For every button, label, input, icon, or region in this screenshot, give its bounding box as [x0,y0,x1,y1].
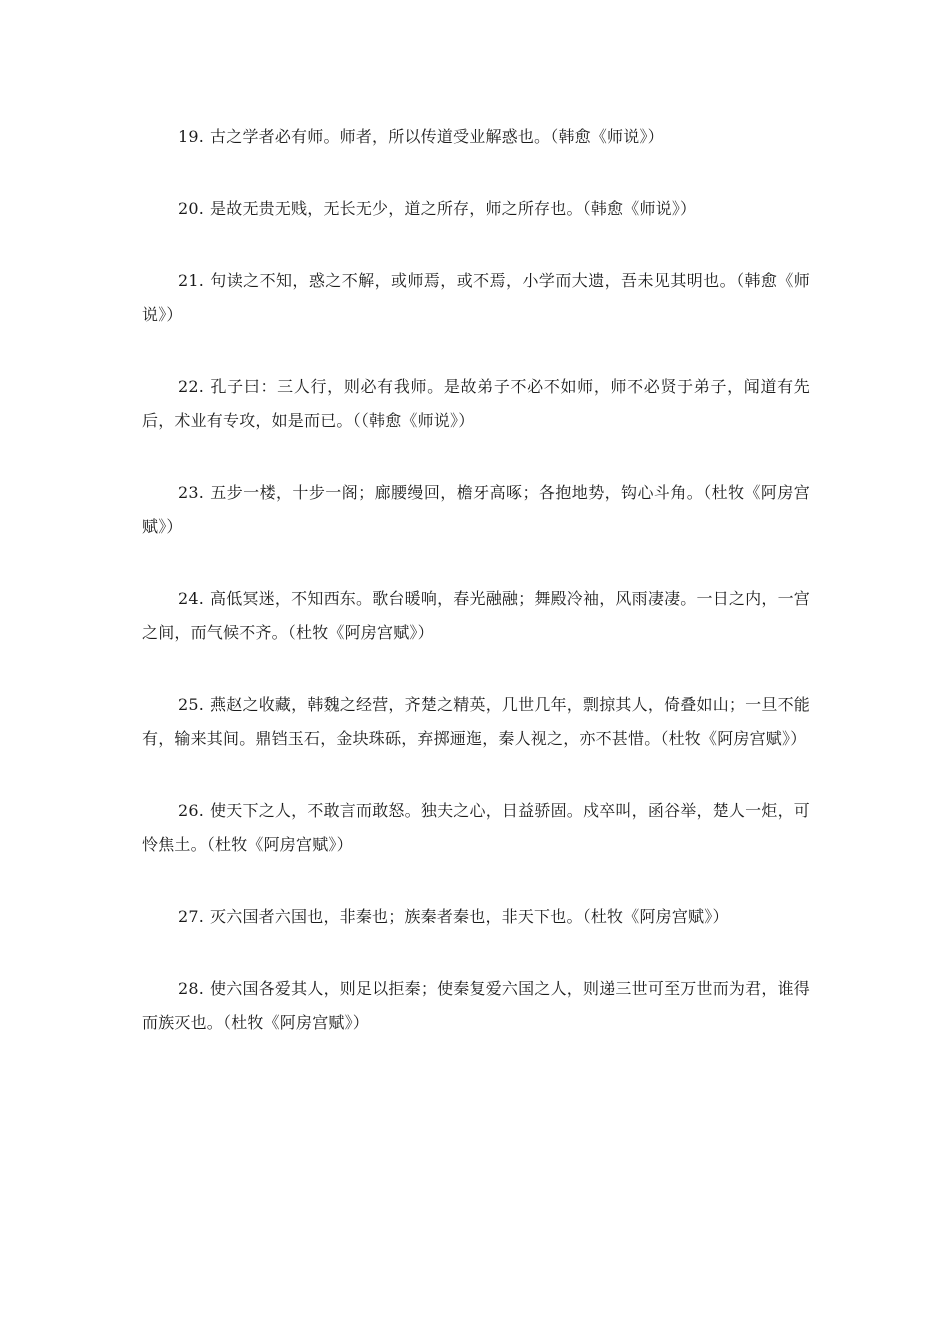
quote-paragraph-25 [142,688,810,756]
paragraph-number: 26. [178,801,205,820]
paragraph-number: 20. [178,199,205,218]
paragraph-number: 24. [178,589,205,608]
paragraph-text: 古之学者必有师。师者，所以传道受业解惑也。（韩愈《师说》） [210,127,664,146]
paragraph-text: 灭六国者六国也，非秦也；族秦者秦也，非天下也。（杜牧《阿房宫赋》） [210,907,729,926]
paragraph-number: 25. [178,695,205,714]
quote-paragraph-20 [142,192,810,226]
paragraph-number: 28. [178,979,205,998]
paragraph-number: 27. [178,907,205,926]
paragraph-text: 是故无贵无贱，无长无少，道之所存，师之所存也。（韩愈《师说》） [210,199,697,218]
paragraph-text: 孔子曰：三人行，则必有我师。是故弟子不必不如师，师不必贤于弟子，闻道有先后，术业有专攻，如是而已。（（韩愈《师说》） [142,377,810,430]
paragraph-text: 句读之不知，惑之不解，或师焉，或不焉，小学而大遗，吾未见其明也。（韩愈《师说》） [142,271,810,324]
paragraph-text: 使天下之人，不敢言而敢怒。独夫之心，日益骄固。戍卒叫，函谷举，楚人一炬，可怜焦土。（杜牧《阿房宫赋》） [142,801,810,854]
quote-paragraph-23 [142,476,810,544]
paragraph-text: 五步一楼，十步一阁；廊腰缦回，檐牙高啄；各抱地势，钩心斗角。（杜牧《阿房宫赋》） [142,483,810,536]
paragraph-text: 高低冥迷，不知西东。歌台暖响，春光融融；舞殿冷袖，风雨凄凄。一日之内，一宫之间，而气候不齐。（杜牧《阿房宫赋》） [142,589,810,642]
paragraph-number: 19. [178,127,205,146]
paragraph-text: 使六国各爱其人，则足以拒秦；使秦复爱六国之人，则递三世可至万世而为君，谁得而族灭也。（杜牧《阿房宫赋》） [142,979,810,1032]
quote-paragraph-28 [142,972,810,1040]
paragraph-number: 23. [178,483,205,502]
paragraph-text: 燕赵之收藏，韩魏之经营，齐楚之精英，几世几年，剽掠其人，倚叠如山；一旦不能有，输来其间。鼎铛玉石，金块珠砾，弃掷逦迤，秦人视之，亦不甚惜。（杜牧《阿房宫赋》） [142,695,810,748]
paragraph-number: 21. [178,271,205,290]
document-body [142,120,810,1078]
quote-paragraph-27 [142,900,810,934]
quote-paragraph-19 [142,120,810,154]
quote-paragraph-24 [142,582,810,650]
paragraph-number: 22. [178,377,205,396]
quote-paragraph-22 [142,370,810,438]
quote-paragraph-26 [142,794,810,862]
quote-paragraph-21 [142,264,810,332]
